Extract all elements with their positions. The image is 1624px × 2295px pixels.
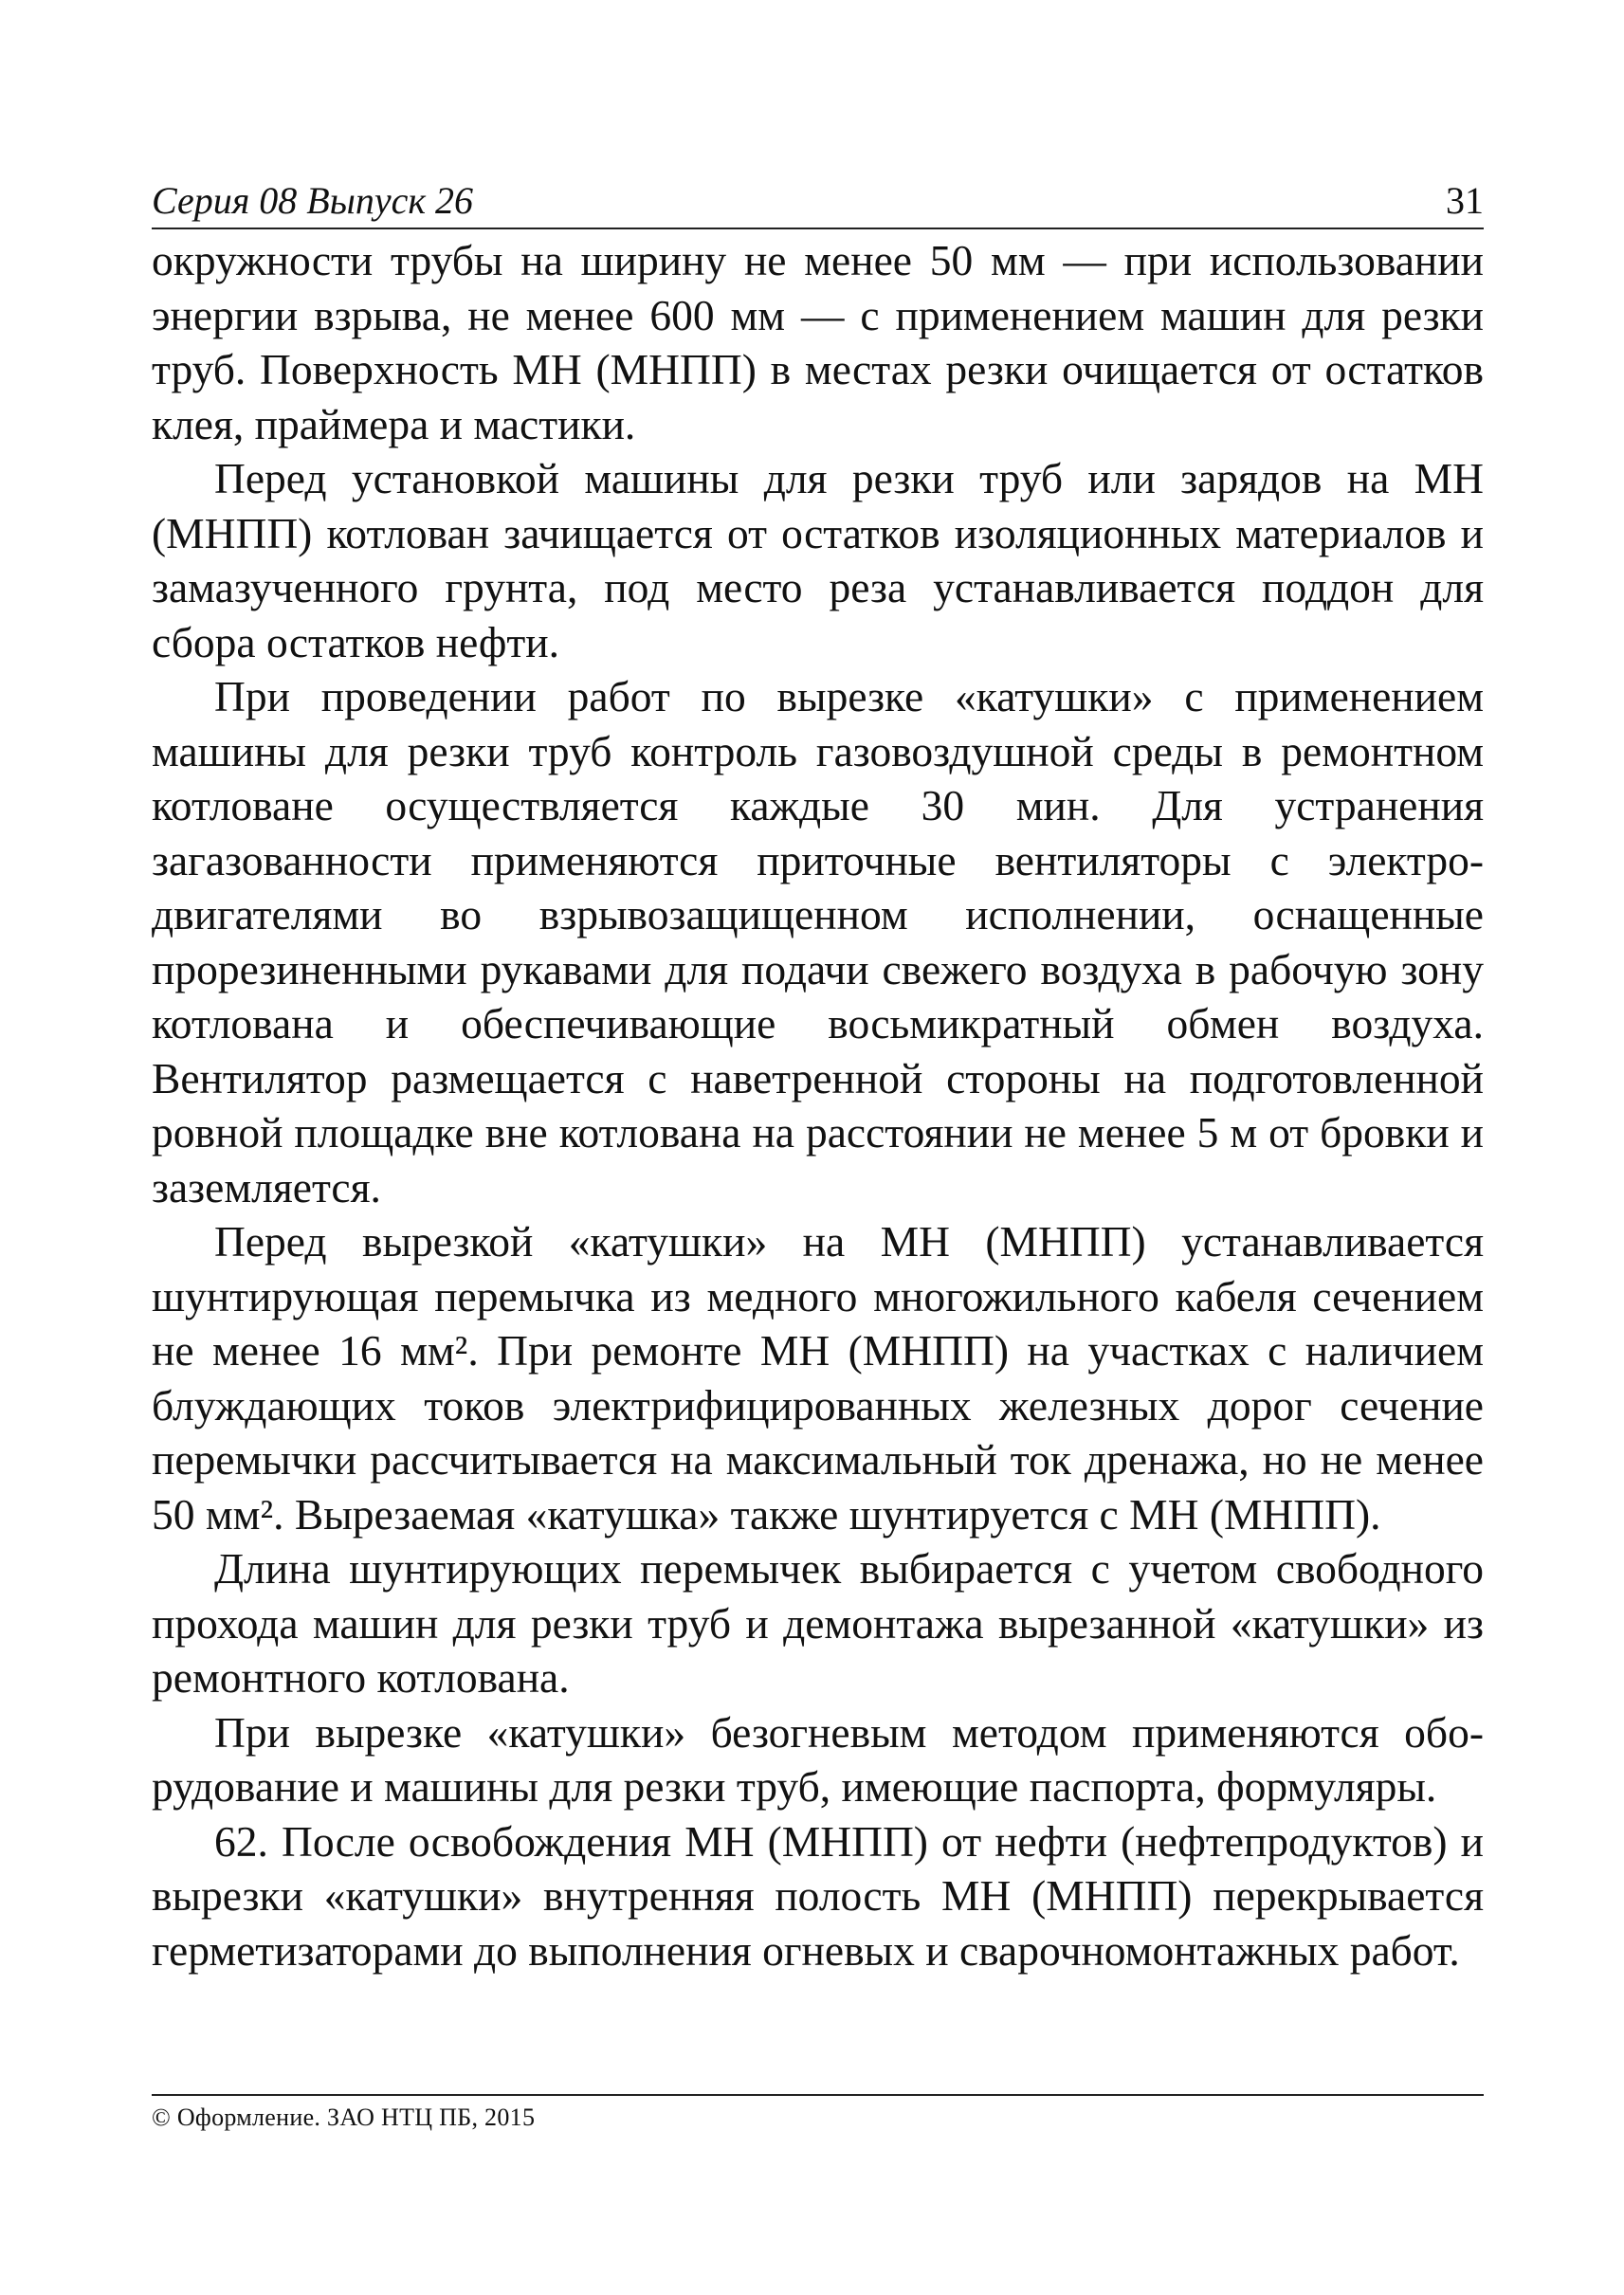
running-header <box>152 180 1484 229</box>
paragraph: 62. После освобождения МН (МНПП) от нефти (нефтепродуктов) и вырезки «катушки» внутренняя полость МН (МНПП) перекрывается герметизаторами до выполнения огневых и сварочномонтажных работ. <box>152 1816 1484 1975</box>
paragraph: окружности трубы на ширину не менее 50 мм — при использовании энергии взрыва, не менее 600 мм — с применением машин для резки труб. Поверхность МН (МНПП) в местах резки очищается от остатков клея, праймера и мастики. <box>152 236 1484 448</box>
copyright-notice: © Оформление. ЗАО НТЦ ПБ, 2015 <box>152 2104 536 2131</box>
page-number: 31 <box>1446 179 1484 222</box>
paragraph: При проведении работ по вырезке «катушки» с применением машины для резки труб контроль газовоздушной среды в ремонтном котловане осуществляется каждые 30 мин. Для устранения загазованности применяются приточные вентиляторы с электродвигателями во взрывозащищенном исполнении, оснащенные прорезиненными рукавами для подачи свежего воздуха в рабочую зону котлована и обеспечивающие восьмикратный обмен воздуха. Вентилятор размещается с наветренной стороны на подготовленной ровной площадке вне котлована на расстоянии не менее 5 м от бровки и заземляется. <box>152 672 1484 1211</box>
paragraph: Перед вырезкой «катушки» на МН (МНПП) устанавливается шунтирующая перемычка из медного многожильного кабеля сечением не менее 16 мм². При ремонте МН (МНПП) на участках с наличием блуждающих токов электрифицированных железных дорог сечение перемычки рассчитывается на максимальный ток дренажа, но не менее 50 мм². Вырезаемая «катушка» также шунтируется с МН (МНПП). <box>152 1217 1484 1539</box>
series-title: Серия 08 Выпуск 26 <box>152 179 474 222</box>
document-page <box>152 180 1484 2180</box>
paragraph: Длина шунтирующих перемычек выбирается с учетом свободного прохода машин для резки труб и демонтажа вырезанной «катушки» из ремонтного котлована. <box>152 1544 1484 1702</box>
page-footer <box>152 2094 1484 2130</box>
paragraph: Перед установкой машины для резки труб или зарядов на МН (МНПП) котлован зачищается от остатков изоляционных материалов и замазученного грунта, под место реза устанавливается поддон для сбора остатков нефти. <box>152 454 1484 666</box>
paragraph: При вырезке «катушки» безогневым методом применяются оборудование и машины для резки труб, имеющие паспорта, формуляры. <box>152 1707 1484 1811</box>
body-text <box>152 233 1484 1977</box>
